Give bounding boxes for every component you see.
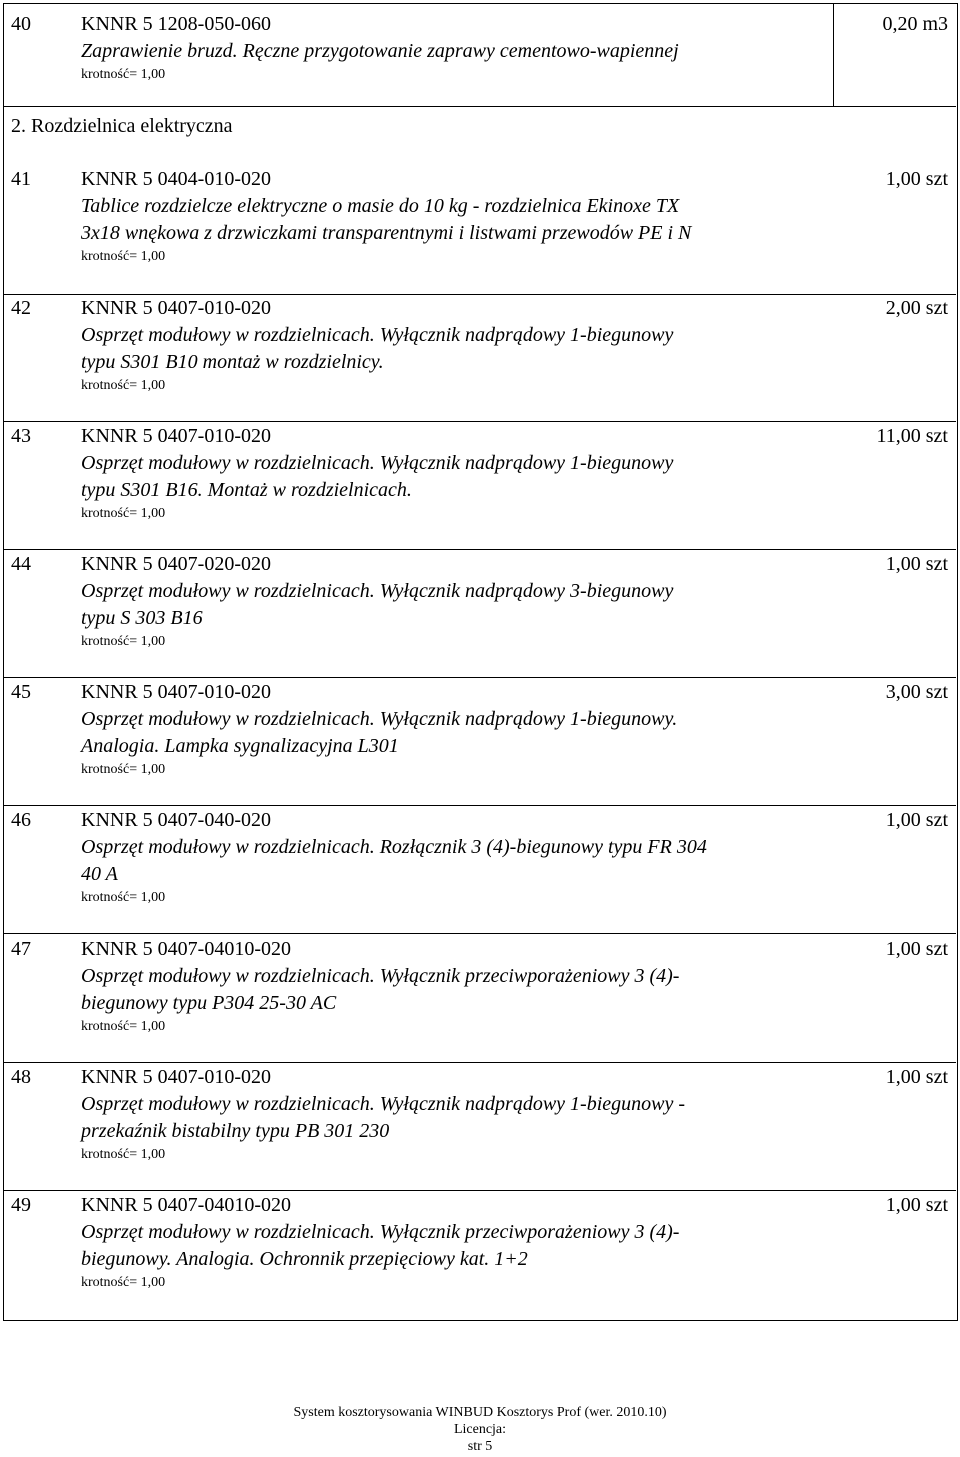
item-description: Zaprawienie bruzd. Ręczne przygotowanie zaprawy cementowo-wapiennej <box>81 40 679 62</box>
item-code: KNNR 5 0407-040-020 <box>81 809 271 831</box>
item-code: KNNR 5 0407-010-020 <box>81 297 271 319</box>
item-code: KNNR 5 0404-010-020 <box>81 168 271 190</box>
item-quantity: 1,00 szt <box>885 1194 948 1216</box>
item-code: KNNR 5 0407-04010-020 <box>81 1194 291 1216</box>
item-number: 44 <box>11 553 31 575</box>
section-title: 2. Rozdzielnica elektryczna <box>11 115 233 137</box>
item-quantity: 1,00 szt <box>885 809 948 831</box>
item-number: 48 <box>11 1066 31 1088</box>
item-quantity: 1,00 szt <box>885 168 948 190</box>
item-description: Osprzęt modułowy w rozdzielnicach. Wyłącznik nadprądowy 3-biegunowy typu S 303 B16 <box>81 580 674 629</box>
item-quantity: 1,00 szt <box>885 938 948 960</box>
item-code: KNNR 5 0407-020-020 <box>81 553 271 575</box>
item-quantity: 2,00 szt <box>885 297 948 319</box>
item-quantity: 1,00 szt <box>885 1066 948 1088</box>
footer-license: Licencja: <box>453 1422 507 1437</box>
item-number: 43 <box>11 425 31 447</box>
item-number: 47 <box>11 938 31 960</box>
item-multiplier: krotność= 1,00 <box>81 67 166 82</box>
item-description: Osprzęt modułowy w rozdzielnicach. Rozłącznik 3 (4)-biegunowy typu FR 304 40 A <box>81 836 707 885</box>
item-number: 45 <box>11 681 31 703</box>
item-number: 40 <box>11 13 31 35</box>
item-description: Tablice rozdzielcze elektryczne o masie do 10 kg - rozdzielnica Ekinoxe TX 3x18 wnękowa z drzwiczkami transparentnymi i listwami przewodów PE i N <box>81 195 692 244</box>
item-description: Osprzęt modułowy w rozdzielnicach. Wyłącznik przeciwporażeniowy 3 (4)- biegunowy typu P304 25-30 AC <box>81 965 680 1014</box>
item-multiplier: krotność= 1,00 <box>81 1275 166 1290</box>
item-multiplier: krotność= 1,00 <box>81 890 166 905</box>
item-description: Osprzęt modułowy w rozdzielnicach. Wyłącznik nadprądowy 1-biegunowy typu S301 B10 montaż w rozdzielnicy. <box>81 324 674 373</box>
item-description: Osprzęt modułowy w rozdzielnicach. Wyłącznik nadprądowy 1-biegunowy - przekaźnik bistabilny typu PB 301 230 <box>81 1093 686 1142</box>
row-divider <box>4 106 956 107</box>
item-multiplier: krotność= 1,00 <box>81 762 166 777</box>
item-number: 49 <box>11 1194 31 1216</box>
item-multiplier: krotność= 1,00 <box>81 1019 166 1034</box>
column-divider <box>833 4 834 106</box>
cost-estimate-table <box>3 3 958 1321</box>
item-quantity: 1,00 szt <box>885 553 948 575</box>
footer-page-number: str 5 <box>467 1439 493 1454</box>
item-number: 42 <box>11 297 31 319</box>
item-multiplier: krotność= 1,00 <box>81 1147 166 1162</box>
item-code: KNNR 5 0407-04010-020 <box>81 938 291 960</box>
item-quantity: 3,00 szt <box>885 681 948 703</box>
item-code: KNNR 5 1208-050-060 <box>81 13 271 35</box>
item-multiplier: krotność= 1,00 <box>81 249 166 264</box>
item-description: Osprzęt modułowy w rozdzielnicach. Wyłącznik nadprądowy 1-biegunowy typu S301 B16. Montaż w rozdzielnicach. <box>81 452 674 501</box>
footer-system-name: System kosztorysowania WINBUD Kosztorys Prof (wer. 2010.10) <box>293 1405 667 1420</box>
item-code: KNNR 5 0407-010-020 <box>81 1066 271 1088</box>
item-multiplier: krotność= 1,00 <box>81 378 166 393</box>
item-quantity: 11,00 szt <box>876 425 948 447</box>
item-code: KNNR 5 0407-010-020 <box>81 425 271 447</box>
item-number: 46 <box>11 809 31 831</box>
item-description: Osprzęt modułowy w rozdzielnicach. Wyłącznik nadprądowy 1-biegunowy. Analogia. Lampka sygnalizacyjna L301 <box>81 708 678 757</box>
item-number: 41 <box>11 168 31 190</box>
row-divider <box>4 933 956 934</box>
item-multiplier: krotność= 1,00 <box>81 634 166 649</box>
item-quantity: 0,20 m3 <box>882 13 948 35</box>
item-description: Osprzęt modułowy w rozdzielnicach. Wyłącznik przeciwporażeniowy 3 (4)- biegunowy. Analogia. Ochronnik przepięciowy kat. 1+2 <box>81 1221 680 1270</box>
item-code: KNNR 5 0407-010-020 <box>81 681 271 703</box>
item-multiplier: krotność= 1,00 <box>81 506 166 521</box>
